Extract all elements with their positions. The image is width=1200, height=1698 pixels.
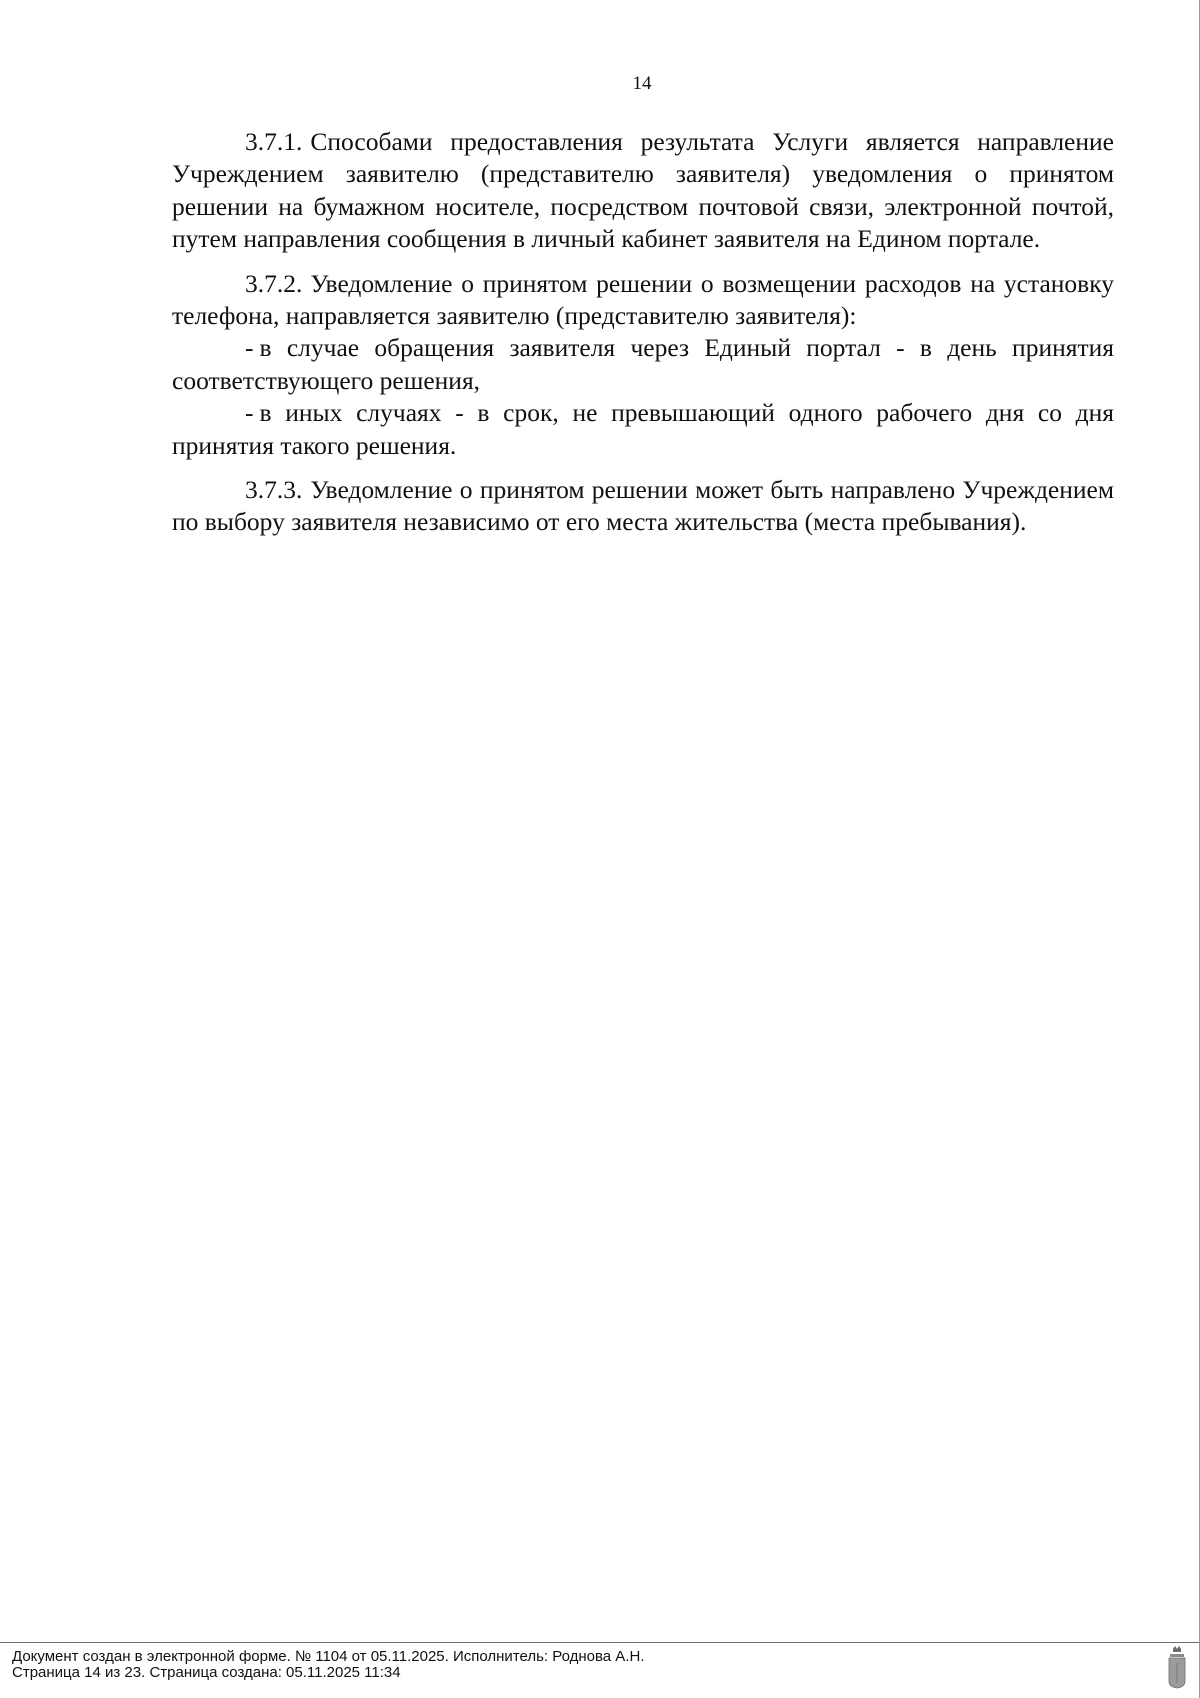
paragraph-number: 3.7.2. [245, 268, 303, 298]
coat-of-arms-icon [1167, 1645, 1187, 1689]
list-dash: - [245, 333, 254, 363]
footer-text [12, 1649, 644, 1681]
list-item [172, 397, 1114, 462]
paragraph-text: Способами предоставления результата Услуги является направление Учреждением заявителю (представителю заявителя) уведомления о принятом решении на бумажном носителе, посредством почтовой связи, электронной почтой, путем направления сообщения в личный кабинет заявителя на Едином портале. [172, 127, 1114, 254]
list-item [172, 332, 1114, 397]
paragraph-3-7-2 [172, 268, 1114, 333]
paragraph-3-7-3 [172, 474, 1114, 539]
list-item-text: в случае обращения заявителя через Единый портал - в день принятия соответствующего решения, [172, 333, 1114, 395]
page-number: 14 [632, 73, 652, 94]
document-footer [0, 1642, 1199, 1681]
paragraph-number: 3.7.3. [245, 475, 303, 505]
paragraph-text: Уведомление о принятом решении о возмещении расходов на установку телефона, направляется заявителю (представителю заявителя): [172, 268, 1114, 331]
footer-line-document-info: Документ создан в электронной форме. № 1104 от 05.11.2025. Исполнитель: Роднова А.Н. [12, 1648, 645, 1665]
list-dash: - [245, 398, 254, 428]
paragraph-3-7-1 [172, 126, 1114, 256]
list-item-text: в иных случаях - в срок, не превышающий одного рабочего дня со дня принятия такого решения. [172, 398, 1114, 460]
paragraph-number: 3.7.1. [245, 127, 303, 156]
footer-line-page-info: Страница 14 из 23. Страница создана: 05.11.2025 11:34 [12, 1664, 401, 1681]
paragraph-text: Уведомление о принятом решении может быть направлено Учреждением по выбору заявителя независимо от его места жительства (места пребывания). [172, 475, 1114, 537]
document-body [172, 126, 1114, 539]
